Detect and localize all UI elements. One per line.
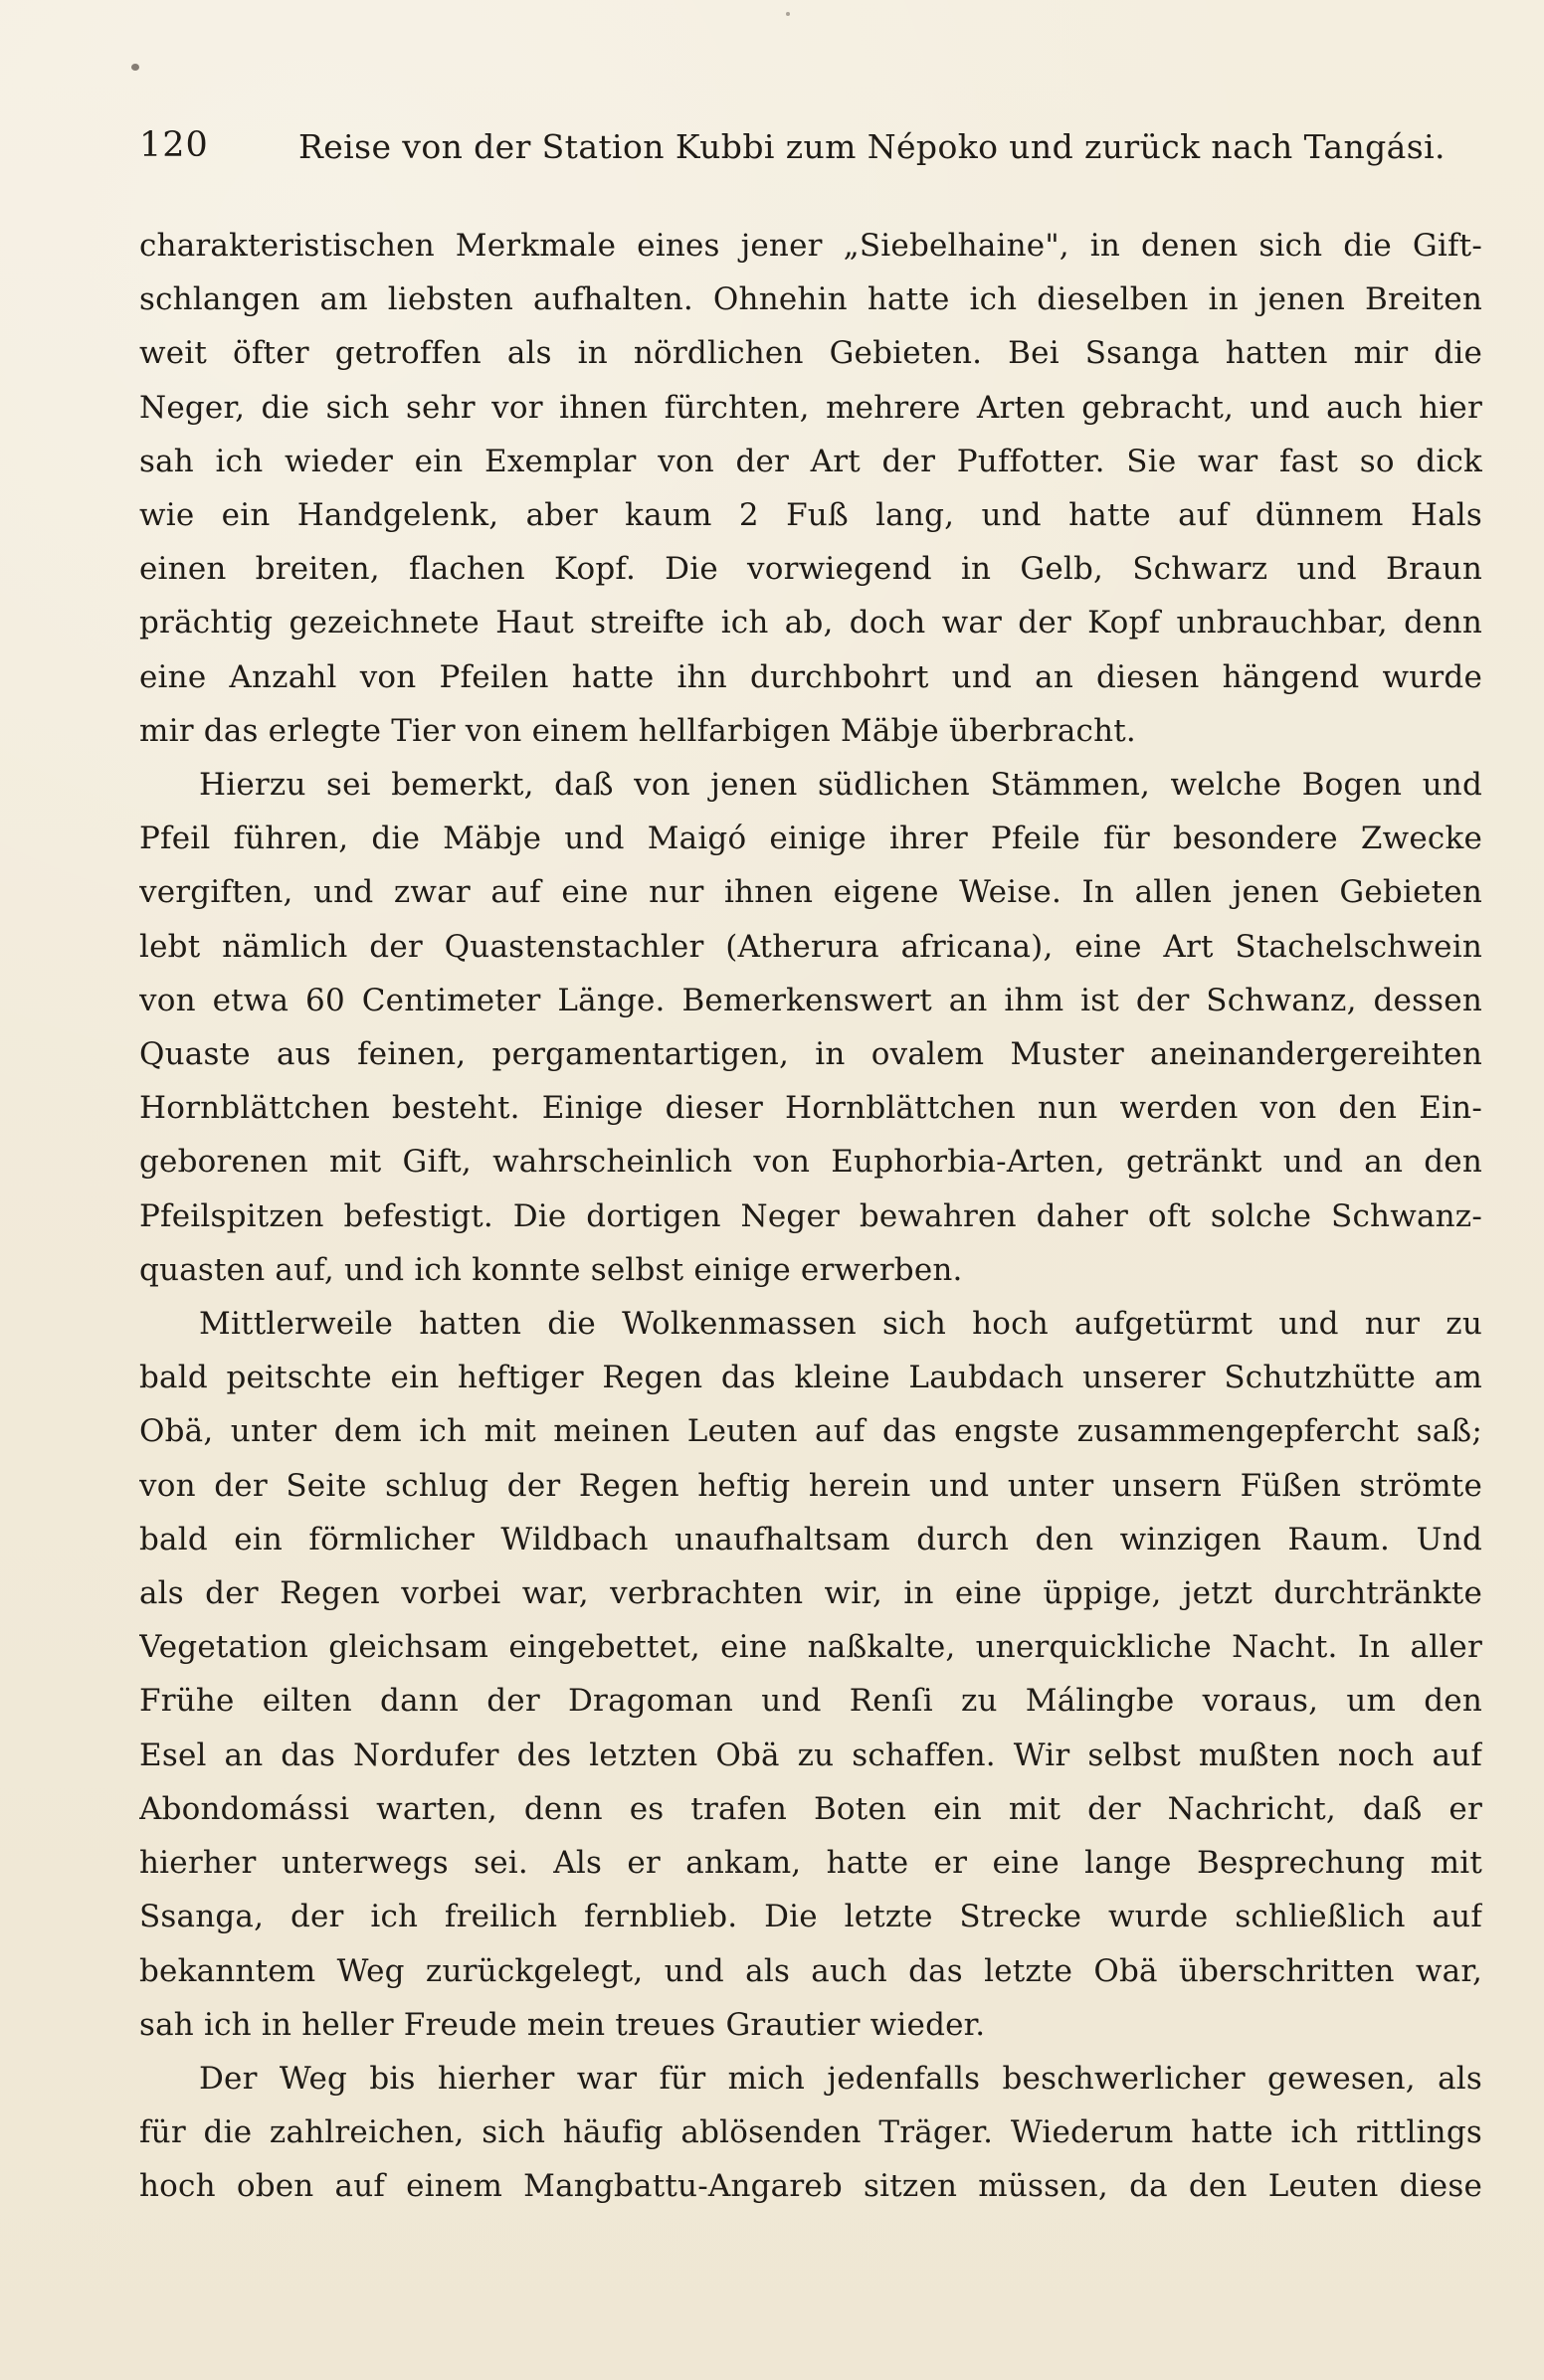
text-line: weit öfter getroffen als in nördlichen Gebieten. Bei Ssanga hatten mir die [139,335,1482,372]
text-line: mir das erlegte Tier von einem hellfarbigen Mäbje überbracht. [139,712,1136,749]
text-line: Abondomássi warten, denn es trafen Boten ein mit der Nachricht, daß er [139,1790,1482,1827]
text-line: von der Seite schlug der Regen heftig herein und unter unsern Füßen strömte [139,1467,1482,1504]
paragraph [139,758,1482,1297]
text-line: sah ich wieder ein Exemplar von der Art der Puffotter. Sie war fast so dick [139,443,1482,479]
text-line: Ssanga, der ich freilich fernblieb. Die letzte Strecke wurde schließlich auf [139,1899,1482,1935]
text-line: quasten auf, und ich konnte selbst einige erwerben. [139,1251,963,1288]
text-line: bald peitschte ein heftiger Regen das kleine Laubdach unserer Schutzhütte am [139,1360,1482,1396]
text-line: Frühe eilten dann der Dragoman und Renſi zu Málingbe voraus, um den [139,1683,1482,1720]
text-line: vergiften, und zwar auf eine nur ihnen eigene Weise. In allen jenen Gebieten [139,874,1482,911]
text-line: Der Weg bis hierher war für mich jedenfalls beschwerlicher gewesen, als [199,2060,1482,2097]
text-line: Quaste aus feinen, pergamentartigen, in ovalem Muster aneinandergereihten [139,1036,1482,1073]
text-line: Pfeil führen, die Mäbje und Maigó einige ihrer Pfeile für besondere Zwecke [139,821,1482,857]
text-line: hoch oben auf einem Mangbattu-Angareb sitzen müssen, da den Leuten diese [139,2168,1482,2205]
page-number: 120 [139,125,209,165]
text-line: einen breiten, flachen Kopf. Die vorwiegend in Gelb, Schwarz und Braun [139,551,1482,588]
text-line: Hierzu sei bemerkt, daß von jenen südlichen Stämmen, welche Bogen und [199,767,1482,804]
text-line: hierher unterwegs sei. Als er ankam, hatte er eine lange Besprechung mit [139,1845,1482,1882]
text-line: Vegetation gleichsam eingebettet, eine naßkalte, unerquickliche Nacht. In aller [139,1629,1482,1666]
text-line: geborenen mit Gift, wahrscheinlich von Euphorbia-Arten, getränkt und an den [139,1144,1482,1181]
paragraph [139,219,1482,758]
text-line: Obä, unter dem ich mit meinen Leuten auf das engste zusammengepfercht saß; [139,1413,1482,1450]
ink-speck [131,64,139,71]
text-line: als der Regen vorbei war, verbrachten wir, in eine üppige, jetzt durchtränkte [139,1575,1482,1612]
text-line: charakteristischen Merkmale eines jener „Siebelhaine", in denen sich die Gift- [139,228,1482,264]
ink-speck [786,12,790,16]
paragraph [139,2052,1482,2214]
text-line: Pfeilspitzen befestigt. Die dortigen Neger bewahren daher oft solche Schwanz- [139,1197,1482,1234]
text-line: Esel an das Nordufer des letzten Obä zu schaffen. Wir selbst mußten noch auf [139,1737,1482,1773]
text-line: eine Anzahl von Pfeilen hatte ihn durchbohrt und an diesen hängend wurde [139,658,1482,695]
text-line: lebt nämlich der Quastenstachler (Atherura africana), eine Art Stachelschwein [139,928,1482,965]
text-line: sah ich in heller Freude mein treues Grautier wieder. [139,2006,986,2043]
text-line: bald ein förmlicher Wildbach unaufhaltsam durch den winzigen Raum. Und [139,1521,1482,1557]
text-line: Mittlerweile hatten die Wolkenmassen sich hoch aufgetürmt und nur zu [199,1306,1482,1343]
text-line: für die zahlreichen, sich häufig ablösenden Träger. Wiederum hatte ich rittlings [139,2114,1482,2151]
page-header [139,119,1482,179]
text-line: Neger, die sich sehr vor ihnen fürchten, mehrere Arten gebracht, und auch hier [139,389,1482,426]
paragraph [139,1297,1482,2052]
text-line: von etwa 60 Centimeter Länge. Bemerkenswert an ihm ist der Schwanz, dessen [139,982,1482,1018]
text-line: wie ein Handgelenk, aber kaum 2 Fuß lang, und hatte auf dünnem Hals [139,497,1482,534]
running-head: Reise von der Station Kubbi zum Népoko und zurück nach Tangási. [298,127,1446,166]
body-text [139,219,1482,2214]
text-line: bekanntem Weg zurückgelegt, und als auch das letzte Obä überschritten war, [139,1952,1482,1989]
text-line: schlangen am liebsten aufhalten. Ohnehin hatte ich dieselben in jenen Breiten [139,281,1482,318]
text-line: prächtig gezeichnete Haut streifte ich ab, doch war der Kopf unbrauchbar, denn [139,605,1482,641]
text-line: Hornblättchen besteht. Einige dieser Hornblättchen nun werden von den Ein- [139,1090,1482,1127]
